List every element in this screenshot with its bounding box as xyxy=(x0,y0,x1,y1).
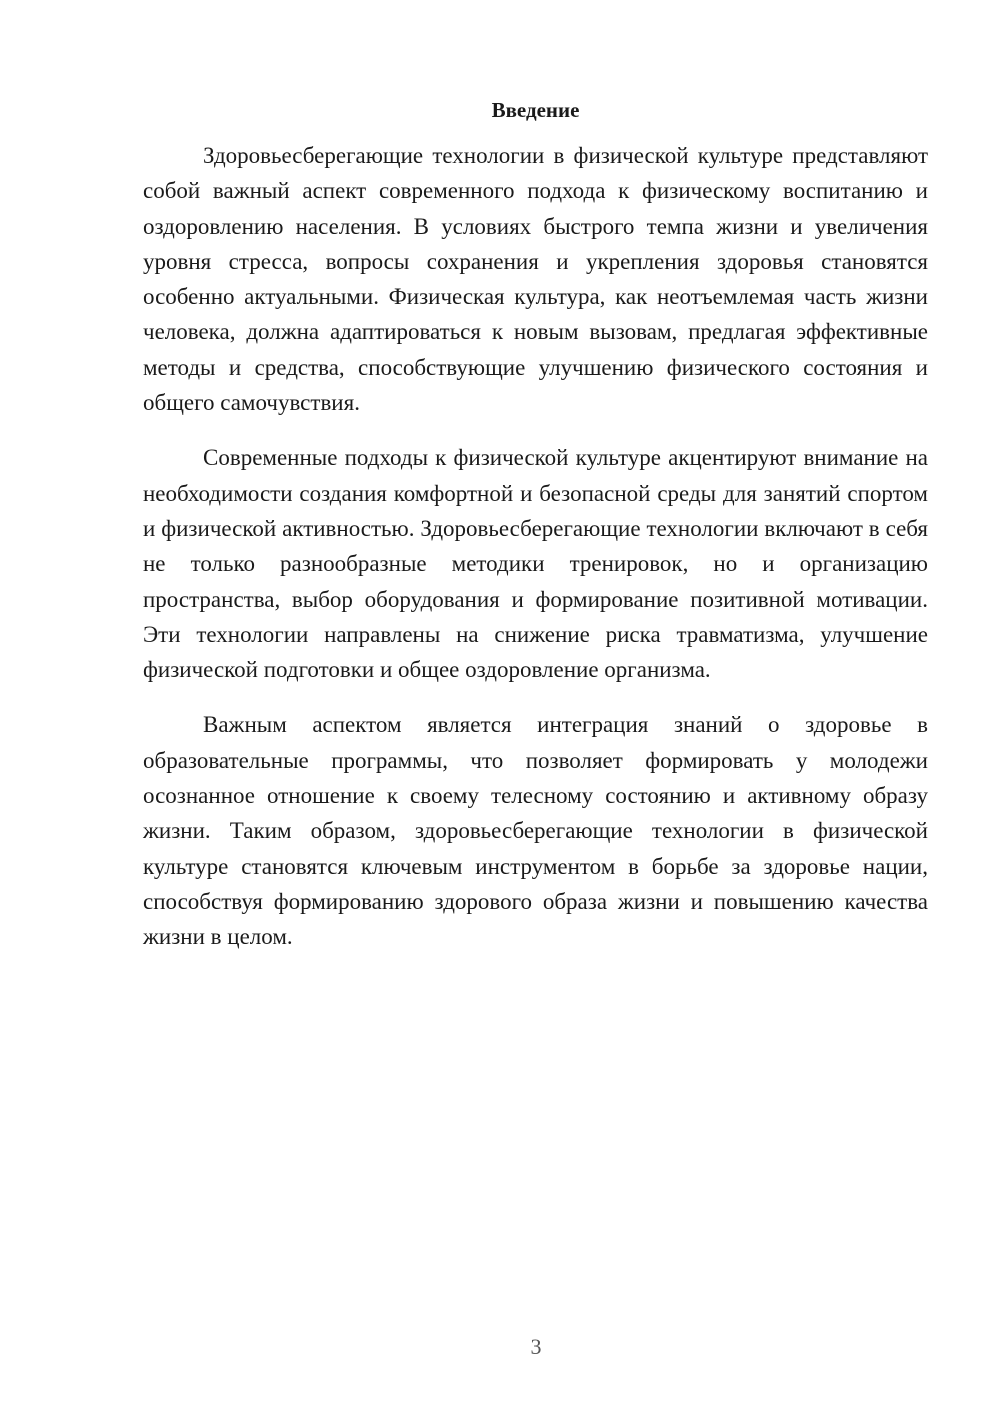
paragraph-2: Современные подходы к физической культуре акцентируют внимание на необходимости создания комфортной и безопасной среды для занятий спортом и физической активностью. Здоровьесберегающие технологии включают в себя не только разнообразные методики тренировок, но и организацию пространства, выбор оборудования и формирование позитивной мотивации. Эти технологии направлены на снижение риска травматизма, улучшение физической подготовки и общее оздоровление организма. xyxy=(143,445,928,683)
section-heading: Введение xyxy=(491,98,580,122)
paragraph-3: Важным аспектом является интеграция знаний о здоровье в образовательные программы, что позволяет формировать у молодежи осознанное отношение к своему телесному состоянию и активному образу жизни. Таким образом, здоровьесберегающие технологии в физической культуре становятся ключевым инструментом в борьбе за здоровье нации, способствуя формированию здорового образа жизни и повышению качества жизни в целом. xyxy=(143,712,928,950)
page-number: 3 xyxy=(530,1334,542,1359)
paragraph-1: Здоровьесберегающие технологии в физической культуре представляют собой важный аспект современного подхода к физическому воспитанию и оздоровлению населения. В условиях быстрого темпа жизни и увеличения уровня стресса, вопросы сохранения и укрепления здоровья становятся особенно актуальными. Физическая культура, как неотъемлемая часть жизни человека, должна адаптироваться к новым вызовам, предлагая эффективные методы и средства, способствующие улучшению физического состояния и общего самочувствия. xyxy=(143,143,928,416)
page-content xyxy=(143,96,928,975)
